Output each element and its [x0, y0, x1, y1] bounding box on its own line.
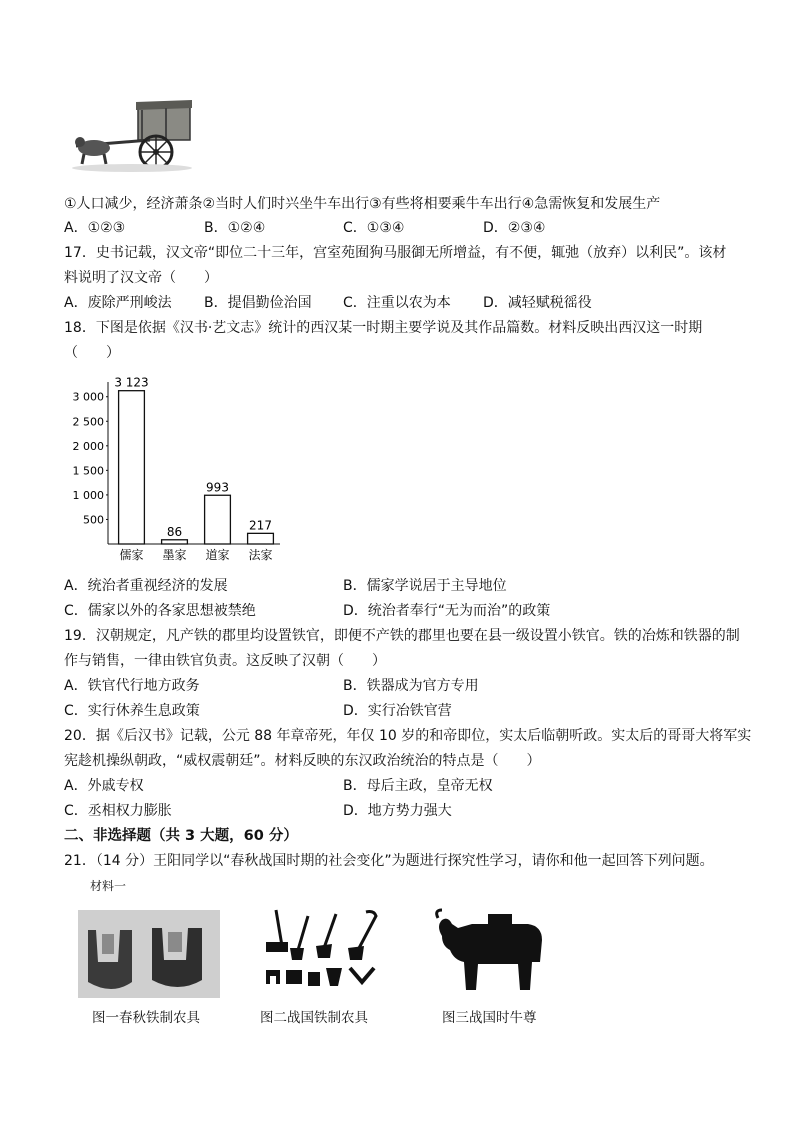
- q17-option-c: C．注重以农为本: [343, 295, 451, 311]
- q18-option-c: C．儒家以外的各家思想被禁绝: [64, 603, 256, 619]
- q17-stem-line2: 料说明了汉文帝（ ）: [64, 270, 218, 286]
- q20-option-a: A．外戚专权: [64, 778, 144, 794]
- q20-stem-line2: 宪趁机操纵朝政，“威权震朝廷”。材料反映的东汉政治统治的特点是（ ）: [64, 753, 541, 769]
- q18-stem-line2: （ ）: [64, 345, 120, 361]
- bar-3: [248, 533, 274, 544]
- q18-option-d: D．统治者奉行“无为而治”的政策: [343, 603, 551, 619]
- q19-stem-line1: 19．汉朝规定，凡产铁的郡里均设置铁官，即便不产铁的郡里也要在县一级设置小铁官。铁的冶炼和铁器的制: [64, 628, 740, 644]
- q16-option-a: A．①②③: [64, 220, 126, 236]
- x-category-label: 儒家: [119, 548, 144, 562]
- caption-figure-2: 图二战国铁制农具: [260, 1010, 368, 1026]
- bar-2: [205, 495, 231, 544]
- q21-stem: 21．（14 分）王阳同学以“春秋战国时期的社会变化”为题进行探究性学习，请你和他一起回答下列问题。: [64, 853, 714, 869]
- bar-value-label: 217: [249, 518, 272, 533]
- y-tick-label: 500: [83, 513, 104, 527]
- q20-option-d: D．地方势力强大: [343, 803, 452, 819]
- q19-option-a: A．铁官代行地方政务: [64, 678, 200, 694]
- q17-option-a: A．废除严刑峻法: [64, 295, 172, 311]
- ox-cart-image: [70, 96, 195, 176]
- iron-tools-photo-1: [78, 910, 220, 998]
- x-category-label: 法家: [248, 548, 273, 562]
- q19-option-c: C．实行休养生息政策: [64, 703, 200, 719]
- y-tick-label: 1 000: [72, 488, 104, 502]
- bar-value-label: 3 123: [114, 375, 149, 390]
- q16-statements: ①人口减少，经济萧条②当时人们时兴坐牛车出行③有些将相要乘牛车出行④急需恢复和发展生产: [64, 196, 661, 212]
- y-tick-label: 1 500: [72, 464, 104, 478]
- q18-stem-line1: 18．下图是依据《汉书·艺文志》统计的西汉某一时期主要学说及其作品篇数。材料反映出西汉这一时期: [64, 320, 703, 336]
- q18-option-b: B．儒家学说居于主导地位: [343, 578, 507, 594]
- ox-zun-image-3: [432, 906, 548, 996]
- material-1-label: 材料一: [90, 879, 127, 893]
- q20-option-b: B．母后主政，皇帝无权: [343, 778, 493, 794]
- y-tick-label: 2 500: [72, 415, 104, 429]
- section-2-title: 二、非选择题（共 3 大题，60 分）: [64, 828, 298, 844]
- bar-value-label: 86: [166, 524, 183, 539]
- q20-stem-line1: 20．据《后汉书》记载，公元 88 年章帝死，年仅 10 岁的和帝即位，实太后临朝听政。实太后的哥哥大将军实: [64, 728, 752, 744]
- q19-option-b: B．铁器成为官方专用: [343, 678, 479, 694]
- y-tick-label: 3 000: [72, 390, 104, 404]
- q19-stem-line2: 作与销售，一律由铁官负责。这反映了汉朝（ ）: [64, 653, 386, 669]
- y-tick-label: 2 000: [72, 439, 104, 453]
- q20-option-c: C．丞相权力膨胀: [64, 803, 172, 819]
- q16-option-c: C．①③④: [343, 220, 405, 236]
- q17-stem-line1: 17．史书记载，汉文帝“即位二十三年，宫室苑囿狗马服御无所增益，有不便，辄弛（放弃）以利民”。该材: [64, 245, 727, 261]
- caption-figure-3: 图三战国时牛尊: [442, 1010, 537, 1026]
- q18-option-a: A．统治者重视经济的发展: [64, 578, 228, 594]
- x-category-label: 墨家: [162, 548, 187, 562]
- q17-option-b: B．提倡勤俭治国: [204, 295, 312, 311]
- bar-0: [119, 391, 145, 544]
- q16-option-b: B．①②④: [204, 220, 266, 236]
- iron-tools-drawing-2: [258, 906, 388, 998]
- q19-option-d: D．实行冶铁官营: [343, 703, 452, 719]
- bar-1: [162, 540, 188, 544]
- caption-figure-1: 图一春秋铁制农具: [92, 1010, 200, 1026]
- x-category-label: 道家: [205, 548, 230, 562]
- q16-option-d: D．②③④: [483, 220, 546, 236]
- bar-value-label: 993: [206, 480, 229, 495]
- q17-option-d: D．减轻赋税徭役: [483, 295, 592, 311]
- school-works-bar-chart: [62, 372, 292, 564]
